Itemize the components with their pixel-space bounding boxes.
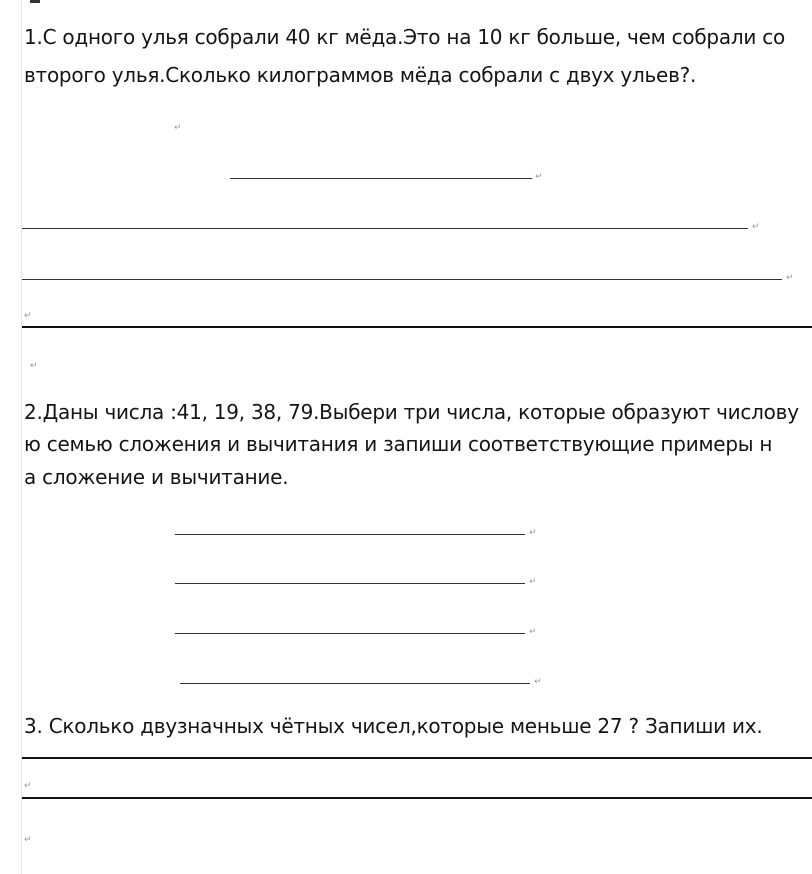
page-margin-line [21,0,22,874]
section-divider [22,326,812,328]
task-1-line-2: второго улья.Сколько килограммов мёда собрали с двух ульев?. [24,63,697,87]
paragraph-mark: ↵ [529,627,537,637]
paragraph-mark: ↵ [529,577,537,587]
task-2-line-3: а сложение и вычитание. [24,465,289,489]
answer-blank-line[interactable] [175,534,525,535]
paragraph-mark: ↵ [752,222,760,232]
task-2-line-1: 2.Даны числа :41, 19, 38, 79.Выбери три числа, которые образуют числову [24,400,799,424]
paragraph-mark: ↵ [786,273,794,283]
answer-blank-line[interactable] [175,583,525,584]
paragraph-mark: ↵ [535,172,543,182]
paragraph-mark: ↵ [529,528,537,538]
paragraph-mark: ↵ [24,781,32,791]
top-edge-mark [30,0,40,3]
task-3-line-1: 3. Сколько двузначных чётных чисел,которые меньше 27 ? Запиши их. [24,714,763,738]
paragraph-mark: ↵ [24,835,32,845]
task-2-line-2: ю семью сложения и вычитания и запиши соответствующие примеры н [24,432,773,456]
paragraph-mark: ↵ [24,311,32,321]
paragraph-mark: ↵ [534,677,542,687]
answer-blank-line[interactable] [22,228,748,229]
answer-rule[interactable] [22,797,812,799]
answer-blank-line[interactable] [22,279,782,280]
answer-blank-line[interactable] [180,683,530,684]
paragraph-mark: ↵ [30,361,38,371]
paragraph-mark: ↵ [174,123,182,133]
task-1-line-1: 1.С одного улья собрали 40 кг мёда.Это на 10 кг больше, чем собрали со [24,25,785,49]
answer-blank-line[interactable] [175,633,525,634]
answer-blank-line[interactable] [230,178,532,179]
answer-rule[interactable] [22,757,812,759]
